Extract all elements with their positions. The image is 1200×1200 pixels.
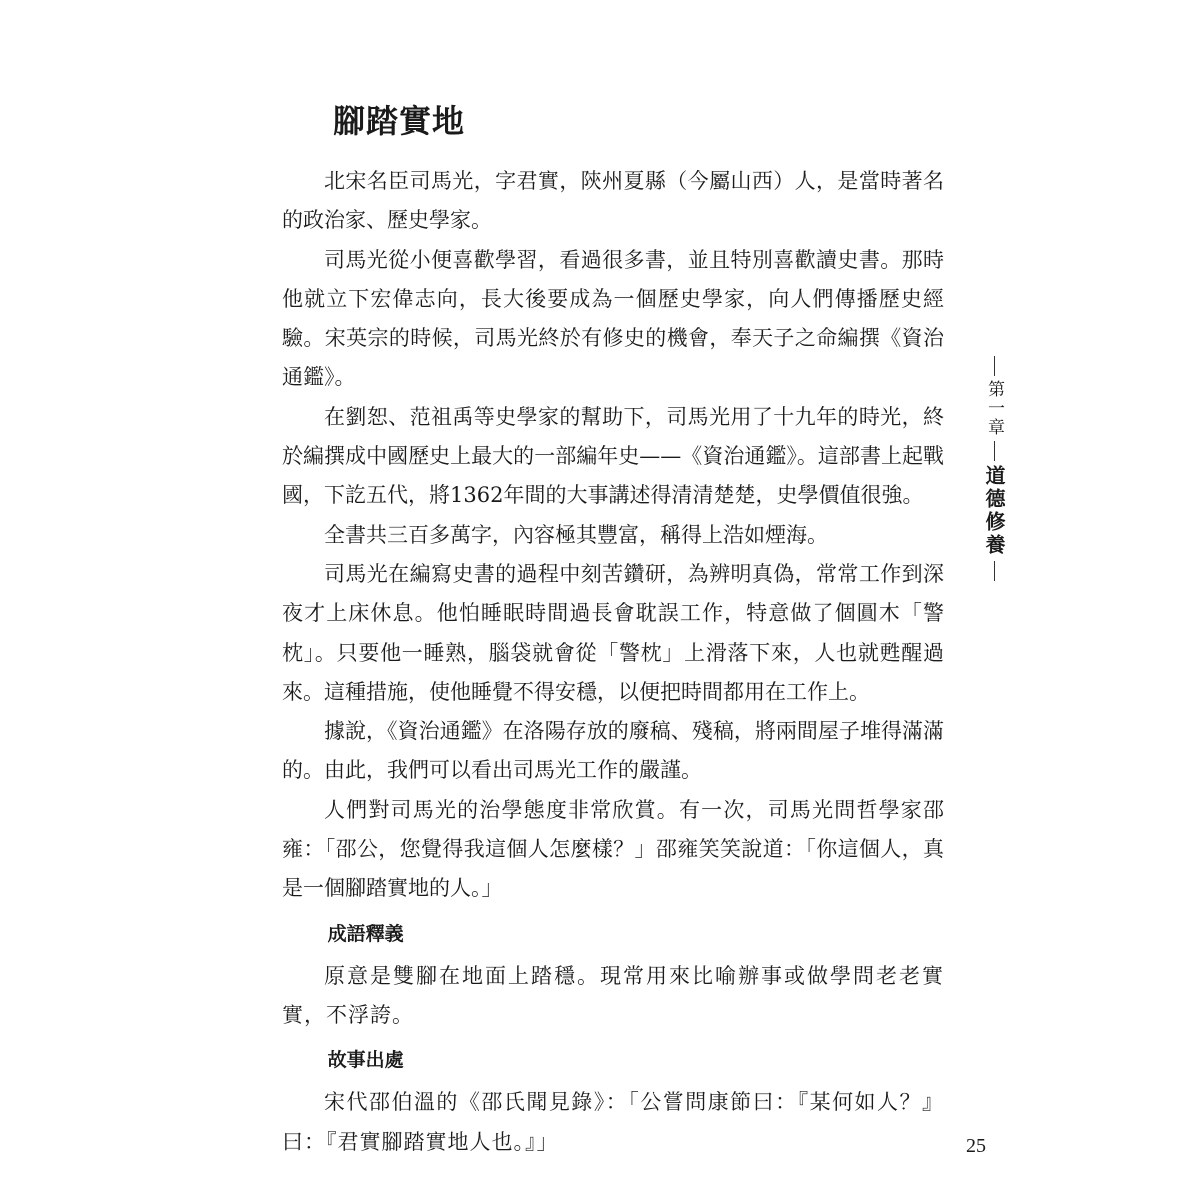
page-number: 25 [966, 1135, 986, 1157]
paragraph: 據說，《資治通鑑》在洛陽存放的廢稿、殘稿，將兩間屋子堆得滿滿的。由此，我們可以看出司馬光工作的嚴謹。 [282, 719, 944, 783]
section-label: 道德修養 [982, 465, 1006, 557]
paragraph: 在劉恕、范祖禹等史學家的幫助下，司馬光用了十九年的時光，終於編撰成中國歷史上最大的一部編年史——《資治通鑑》。這部書上起戰國，下訖五代，將1362年間的大事講述得清清楚楚，史學價值很強。 [282, 404, 944, 508]
paragraph: 北宋名臣司馬光，字君實，陝州夏縣（今屬山西）人，是當時著名的政治家、歷史學家。 [282, 169, 944, 233]
divider [994, 356, 995, 376]
divider [994, 561, 995, 581]
story-source-text: 宋代邵伯溫的《邵氏聞見錄》：「公嘗問康節曰：『某何如人？』曰：『君實腳踏實地人也。』」 [282, 1090, 944, 1154]
story-source-heading: 故事出處 [327, 1049, 404, 1072]
idiom-meaning-text: 原意是雙腳在地面上踏穩。現常用來比喻辦事或做學問老老實實，不浮誇。 [282, 963, 944, 1027]
paragraph: 司馬光在編寫史書的過程中刻苦鑽研，為辨明真偽，常常工作到深夜才上床休息。他怕睡眠時間過長會耽誤工作，特意做了個圓木「警枕」。只要他一睡熟，腦袋就會從「警枕」上滑落下來，人也就甦醒過來。這種措施，使他睡覺不得安穩，以便把時間都用在工作上。 [282, 561, 944, 704]
page-title: 腳踏實地 [333, 102, 466, 140]
article-body [282, 162, 944, 1162]
idiom-meaning-heading: 成語釋義 [327, 922, 404, 945]
paragraph: 人們對司馬光的治學態度非常欣賞。有一次，司馬光問哲學家邵雍：「邵公，您覺得我這個人怎麼樣？」邵雍笑笑說道：「你這個人，真是一個腳踏實地的人。」 [282, 797, 944, 901]
chapter-label: 第一章 [984, 380, 1004, 437]
paragraph: 全書共三百多萬字，內容極其豐富，稱得上浩如煙海。 [324, 522, 828, 547]
chapter-side-tab [980, 352, 1008, 585]
paragraph: 司馬光從小便喜歡學習，看過很多書，並且特別喜歡讀史書。那時他就立下宏偉志向，長大後要成為一個歷史學家，向人們傳播歷史經驗。宋英宗的時候，司馬光終於有修史的機會，奉天子之命編撰《資治通鑑》。 [282, 247, 944, 390]
divider [994, 441, 995, 461]
